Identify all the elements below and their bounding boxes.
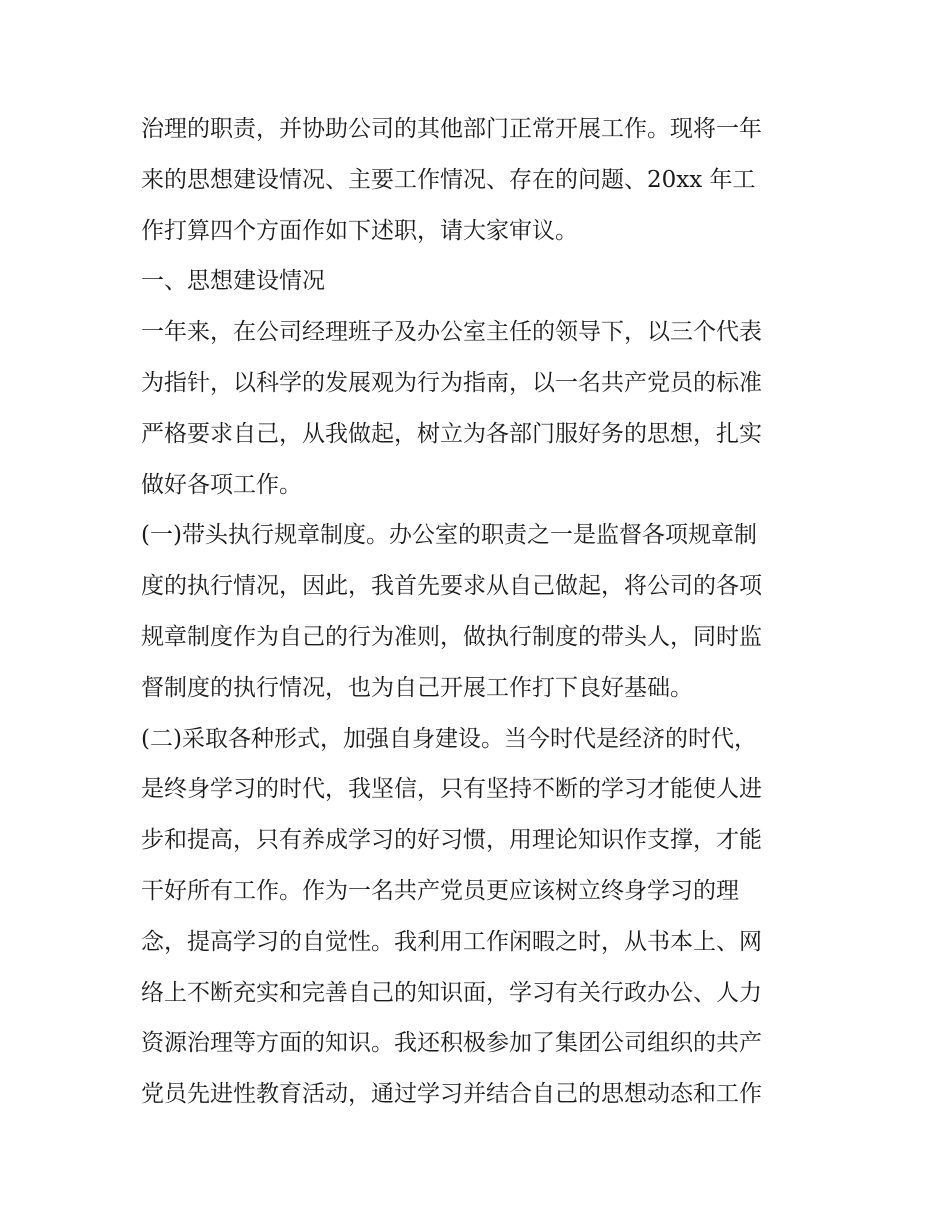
text-line: 一年来，在公司经理班子及办公室主任的领导下，以三个代表 bbox=[141, 319, 762, 346]
text-line: 步和提高，只有养成学习的好习惯，用理论知识作支撑，才能 bbox=[141, 827, 762, 854]
text-line: 作打算四个方面作如下述职，请大家审议。 bbox=[141, 217, 578, 244]
section-heading: 一、思想建设情况 bbox=[141, 268, 325, 295]
text-line: 规章制度作为自己的行为准则，做执行制度的带头人，同时监 bbox=[141, 623, 762, 650]
text-line: 督制度的执行情况，也为自己开展工作打下良好基础。 bbox=[141, 674, 693, 701]
text-line: 严格要求自己，从我做起，树立为各部门服好务的思想，扎实 bbox=[141, 420, 762, 447]
text-line: 治理的职责，并协助公司的其他部门正常开展工作。现将一年 bbox=[141, 116, 762, 142]
text-line: 是终身学习的时代，我坚信，只有坚持不断的学习才能使人进 bbox=[141, 776, 762, 803]
text-line: 党员先进性教育活动，通过学习并结合自己的思想动态和工作 bbox=[141, 1081, 762, 1108]
text-line: 为指针，以科学的发展观为行为指南，以一名共产党员的标准 bbox=[141, 369, 762, 396]
text-line: 念，提高学习的自觉性。我利用工作闲暇之时，从书本上、网 bbox=[141, 928, 762, 955]
text-line: 资源治理等方面的知识。我还积极参加了集团公司组织的共产 bbox=[141, 1030, 762, 1057]
text-line: 络上不断充实和完善自己的知识面，学习有关行政办公、人力 bbox=[141, 979, 762, 1006]
text-line: (一)带头执行规章制度。办公室的职责之一是监督各项规章制 bbox=[141, 522, 757, 549]
text-line: 干好所有工作。作为一名共产党员更应该树立终身学习的理 bbox=[141, 877, 739, 904]
document-body bbox=[141, 104, 821, 1120]
text-line: (二)采取各种形式，加强自身建设。当今时代是经济的时代， bbox=[141, 725, 757, 752]
text-line: 做好各项工作。 bbox=[141, 471, 302, 498]
text-line: 来的思想建设情况、主要工作情况、存在的问题、20xx 年工 bbox=[141, 166, 756, 193]
text-line: 度的执行情况，因此，我首先要求从自己做起，将公司的各项 bbox=[141, 573, 762, 600]
